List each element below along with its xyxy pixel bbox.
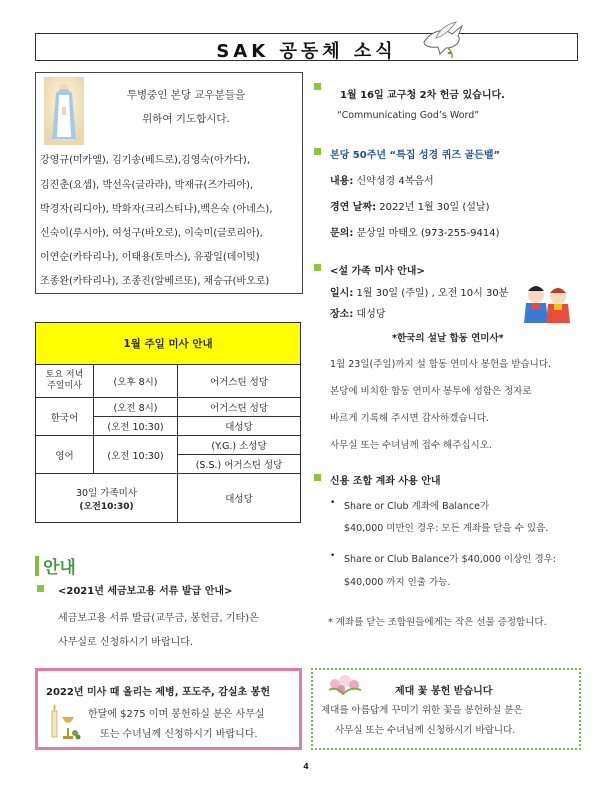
quiz-contact [330, 224, 499, 239]
bullet-icon [314, 264, 321, 271]
family-mass-label-2: (오전10:30) [79, 501, 134, 512]
korean-dolls-image [522, 279, 572, 323]
korean-place-2: 대성당 [178, 417, 301, 436]
quiz-title: 본당 50주년 “특집 성경 퀴즈 골든벨” [330, 150, 501, 161]
english-place-2: (S.S.) 어거스틴 성당 [178, 455, 301, 474]
bullet-dot-icon: • [330, 551, 336, 561]
family-mass-label-1: 30일 가족미사 [76, 487, 137, 499]
section-title-notice: 안내 [43, 558, 76, 578]
section-accent-bar [35, 556, 39, 576]
prayer-heading-1: 투병중인 본당 교우분들을 [126, 89, 246, 101]
sat-time: (오후 8시) [94, 365, 178, 398]
korean-place-1: 어거스틴 성당 [178, 398, 301, 417]
offering-line-1: 한달에 $275 이며 봉헌하실 분은 사무실 [88, 709, 265, 720]
family-place-value: 대성당 [353, 309, 386, 320]
memorial-title: *한국의 설날 합동 연미사* [392, 333, 504, 344]
bullet-icon [314, 474, 321, 481]
prayer-names-line: 강영규(미카엘), 김기송(베드로),김영숙(아가다), [40, 155, 251, 166]
prayer-names-line: 박경자(리디아), 박화자(크리스티나),백은숙 (아녜스), [40, 204, 273, 215]
collection-title: 1월 16일 교구청 2차 헌금 있습니다. [340, 90, 505, 101]
memorial-line-3: 바르게 기록해 주시면 감사하겠습니다. [330, 413, 489, 424]
table-title: 1월 주일 미사 안내 [36, 323, 301, 365]
family-mass-time [330, 284, 508, 299]
chalice-candle-icon [48, 699, 82, 743]
page-title: SAK 공동체 소식 [216, 41, 397, 62]
flower-line-1: 제대를 아름답게 꾸미기 위한 꽃을 봉헌하실 분은 [321, 705, 523, 716]
quiz-contact-value: 문상일 마태오 (973-255-9414) [353, 228, 500, 239]
flower-bouquet-icon [323, 672, 367, 700]
korean-time-2: (오전 10:30) [94, 417, 178, 436]
english-label: 영어 [36, 436, 94, 474]
prayer-heading-2: 위하여 기도합시다. [142, 113, 230, 125]
quiz-contact-label: 문의: [330, 228, 354, 239]
quiz-date-value: 2022년 1월 30일 (설날) [376, 202, 490, 213]
flower-line-2: 사무실 또는 수녀님께 신청하시기 바랍니다. [335, 725, 516, 736]
credit-title: 신용 조합 계좌 사용 안내 [330, 476, 441, 487]
english-place-1: (Y.G.) 소성당 [178, 436, 301, 455]
memorial-line-2: 본당에 비치한 합동 연미사 봉투에 성함은 정자로 [330, 386, 532, 397]
page-number: 4 [303, 762, 309, 771]
prayer-names-line: 이연순(카타리나), 이태용(토마스), 유광일(데이빗) [40, 252, 260, 263]
family-mass-label [36, 474, 178, 523]
family-place-label: 장소: [330, 309, 354, 320]
bullet-icon [314, 148, 321, 155]
tax-title: <2021년 세금보고용 서류 발급 안내> [58, 586, 233, 597]
quiz-date-label: 경연 날짜: [330, 202, 377, 213]
family-mass-title: <설 가족 미사 안내> [330, 266, 425, 277]
dove-icon [418, 20, 466, 60]
credit-item-2-line-2: $40,000 까지 인출 가능. [344, 577, 451, 588]
sat-label: 토요 저녁 주일미사 [36, 365, 94, 398]
quiz-content-label: 내용: [330, 176, 354, 187]
korean-time-1: (오전 8시) [94, 398, 178, 417]
bullet-icon [314, 83, 321, 90]
family-mass-place-info [330, 305, 386, 320]
flower-title: 제대 꽃 봉헌 받습니다 [395, 686, 493, 697]
english-time: (오전 10:30) [94, 436, 178, 474]
credit-item-1-line-1: Share or Club 계좌에 Balance가 [344, 501, 490, 512]
offering-box [35, 668, 302, 750]
quiz-date [330, 198, 489, 213]
memorial-line-4: 사무실 또는 수녀님께 접수 해주십시오. [330, 440, 492, 451]
bullet-icon [37, 585, 44, 592]
tax-line-2: 사무실로 신청하시기 바랍니다. [58, 637, 194, 648]
memorial-line-1: 1월 23일(주일)까지 설 합동 연미사 봉헌을 받습니다. [330, 359, 552, 370]
collection-subtitle: “Communicating God’s Word” [337, 110, 480, 121]
korean-label: 한국어 [36, 398, 94, 436]
offering-line-2: 또는 수녀님께 신청하시기 바랍니다. [100, 729, 258, 740]
credit-item-1-line-2: $40,000 미만인 경우: 모든 계좌를 닫을 수 있음. [344, 523, 549, 534]
credit-note: * 계좌를 닫는 조합원들에게는 작은 선물 증정합니다. [328, 617, 547, 628]
tax-line-1: 세금보고용 서류 발급(교무금, 봉헌금, 기타)은 [58, 613, 259, 624]
family-time-value: 1월 30일 (주일) , 오전 10시 30분 [353, 288, 509, 299]
family-mass-place: 대성당 [178, 474, 301, 523]
flower-offering-box [311, 668, 581, 750]
quiz-content-value: 신약성경 4복음서 [353, 176, 434, 187]
prayer-names-line: 조종완(카타리나), 조종진(알베르또), 채승규(바오로) [40, 276, 270, 287]
family-time-label: 일시: [330, 288, 354, 299]
sat-place: 어거스틴 성당 [178, 365, 301, 398]
bullet-dot-icon: • [330, 498, 336, 508]
prayer-box [35, 72, 303, 294]
virgin-mary-image [44, 77, 84, 145]
prayer-names-line: 김진춘(요셉), 박선옥(글라라), 박재규(즈가리아), [40, 180, 254, 191]
prayer-names-line: 신숙이(루시아), 여성구(바오로), 이숙미(글로리아), [40, 228, 263, 239]
credit-item-2-line-1: Share or Club Balance가 $40,000 이상인 경우: [344, 554, 557, 565]
mass-schedule-table [35, 322, 301, 523]
offering-title: 2022년 미사 때 올리는 제병, 포도주, 감실초 봉헌 [46, 687, 271, 698]
quiz-content [330, 172, 434, 187]
header-box [35, 33, 578, 61]
